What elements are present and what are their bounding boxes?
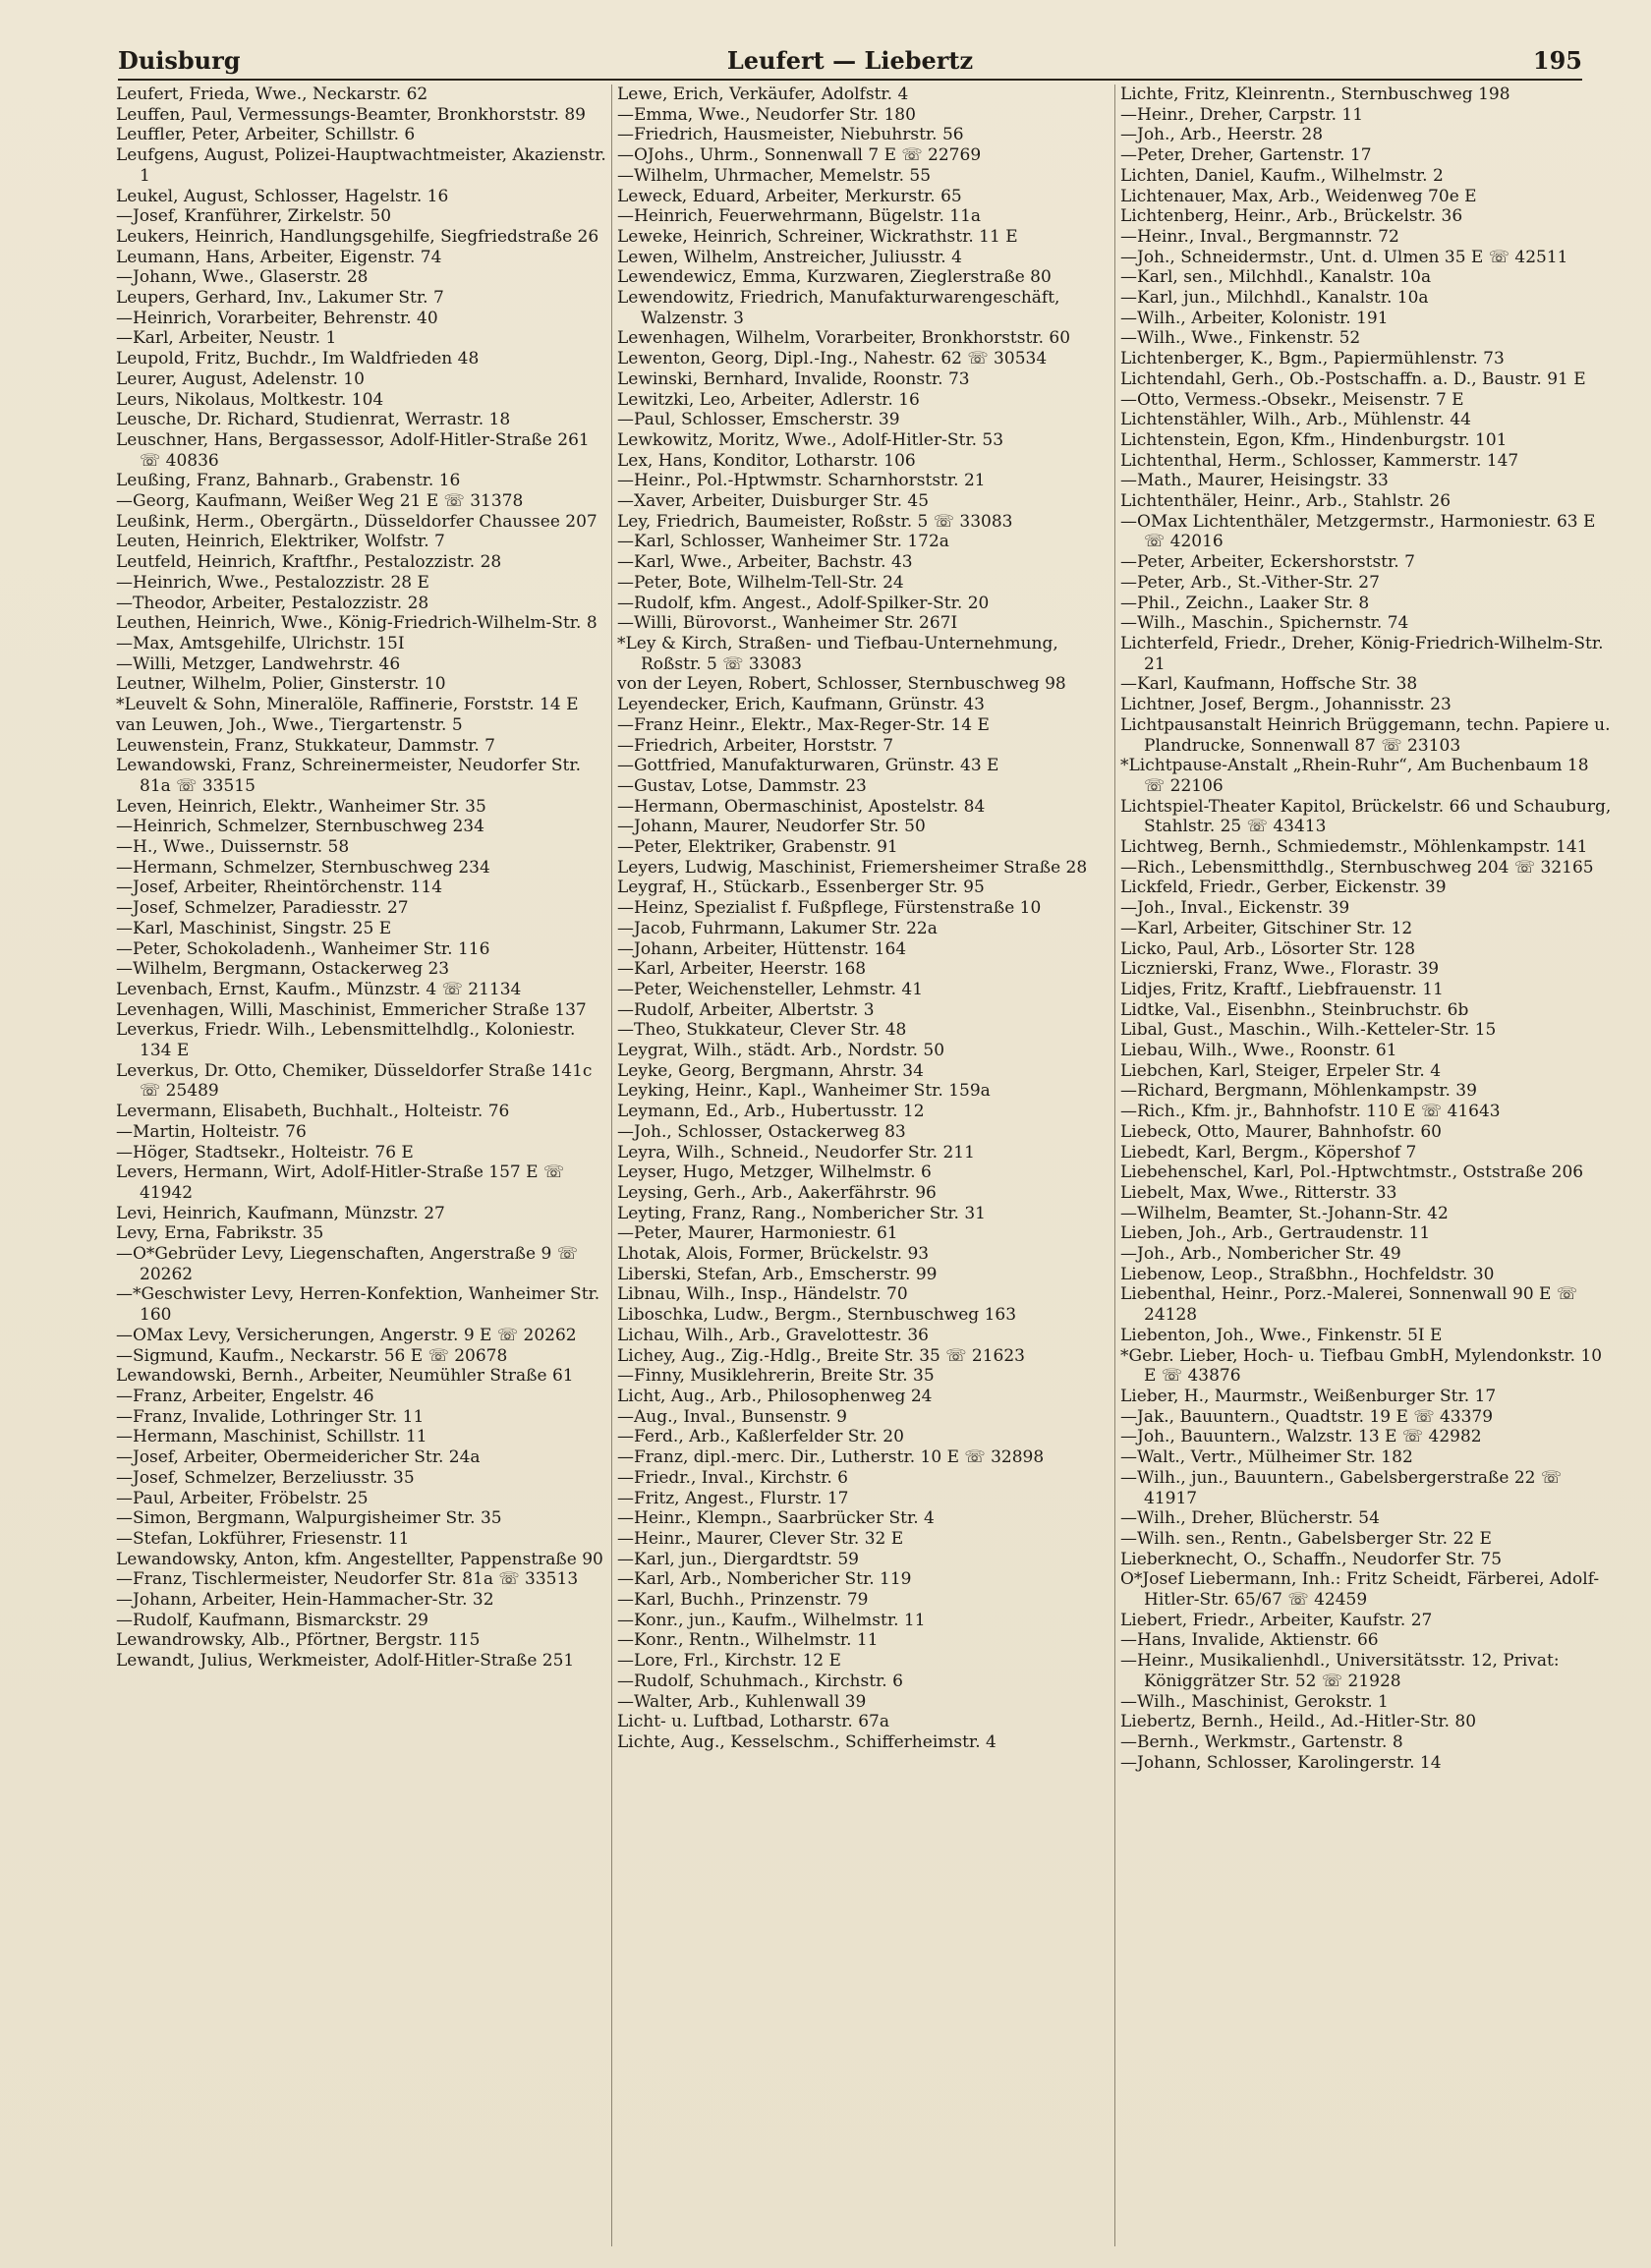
header-city: Duisburg: [118, 46, 241, 75]
directory-entry: —Phil., Zeichn., Laaker Str. 8: [1120, 593, 1370, 613]
directory-entry: —Lore, Frl., Kirchstr. 12 E: [617, 1651, 841, 1672]
directory-entry: Leukel, August, Schlosser, Hagelstr. 16: [116, 186, 449, 206]
directory-entry: —Jacob, Fuhrmann, Lakumer Str. 22a: [617, 918, 938, 938]
directory-entry: —Jak., Bauuntern., Quadtstr. 19 E ☏ 43379: [1120, 1406, 1494, 1427]
directory-entry: —Xaver, Arbeiter, Duisburger Str. 45: [617, 491, 930, 512]
directory-entry: —Heinrich, Feuerwehrmann, Bügelstr. 11a: [617, 206, 982, 227]
directory-entry: Leupold, Fritz, Buchdr., Im Waldfrieden 48: [116, 349, 480, 369]
directory-entry: —Theo, Stukkateur, Clever Str. 48: [617, 1020, 907, 1041]
directory-entry: —Hans, Invalide, Aktienstr. 66: [1120, 1630, 1379, 1651]
directory-entry: Liebert, Friedr., Arbeiter, Kaufstr. 27: [1120, 1610, 1433, 1630]
directory-entry: Lewenhagen, Wilhelm, Vorarbeiter, Bronkhorststr. 60: [617, 328, 1071, 349]
directory-entry: —Joh., Schneidermstr., Unt. d. Ulmen 35 E ☏ 42511: [1120, 247, 1568, 267]
directory-entry: Leuten, Heinrich, Elektriker, Wolfstr. 7: [116, 532, 445, 552]
directory-entry: —Johann, Schlosser, Karolingerstr. 14: [1120, 1752, 1442, 1773]
directory-entry: Lichtenstähler, Wilh., Arb., Mühlenstr. 44: [1120, 410, 1471, 430]
directory-entry: O*Josef Liebermann, Inh.: Fritz Scheidt, Färberei, Adolf-Hitler-Str. 65/67 ☏ 42459: [1120, 1569, 1600, 1611]
directory-entry: —Konr., Rentn., Wilhelmstr. 11: [617, 1630, 879, 1651]
directory-entry: —H., Wwe., Duissernstr. 58: [116, 837, 350, 858]
directory-entry: —Walter, Arb., Kuhlenwall 39: [617, 1691, 867, 1712]
directory-entry: Liebelt, Max, Wwe., Ritterstr. 33: [1120, 1182, 1397, 1203]
directory-entry: —Hermann, Obermaschinist, Apostelstr. 84: [617, 796, 986, 817]
directory-entry: —Johann, Arbeiter, Hüttenstr. 164: [617, 938, 907, 959]
directory-entry: Licht- u. Luftbad, Lotharstr. 67a: [617, 1712, 889, 1732]
directory-entry: —Rich., Lebensmitthdlg., Sternbuschweg 204 ☏ 32165: [1120, 857, 1594, 878]
directory-entry: Lichtspiel-Theater Kapitol, Brückelstr. 66 und Schauburg, Stahlstr. 25 ☏ 43413: [1120, 796, 1612, 837]
directory-entry: —Heinr., Pol.-Hptwmstr. Scharnhorststr. 21: [617, 471, 986, 491]
directory-entry: Lichte, Fritz, Kleinrentn., Sternbuschweg 198: [1120, 85, 1510, 104]
directory-entry: Lex, Hans, Konditor, Lotharstr. 106: [617, 450, 916, 471]
directory-entry: Liebedt, Karl, Bergm., Köpershof 7: [1120, 1142, 1417, 1162]
directory-entry: —OMax Levy, Versicherungen, Angerstr. 9 E ☏ 20262: [116, 1325, 577, 1345]
directory-entry: —Karl, sen., Milchhdl., Kanalstr. 10a: [1120, 267, 1432, 288]
column-2: [617, 85, 1109, 2246]
directory-entry: Lichtenberger, K., Bgm., Papiermühlenstr. 73: [1120, 349, 1505, 369]
directory-entry: —Franz, Tischlermeister, Neudorfer Str. 81a ☏ 33513: [116, 1569, 579, 1590]
directory-entry: *Ley & Kirch, Straßen- und Tiefbau-Unternehmung, Roßstr. 5 ☏ 33083: [617, 633, 1058, 674]
directory-entry: —Wilh., Arbeiter, Kolonistr. 191: [1120, 308, 1389, 328]
directory-entry: —Rudolf, Schuhmach., Kirchstr. 6: [617, 1671, 903, 1691]
directory-entry: —Bernh., Werkmstr., Gartenstr. 8: [1120, 1731, 1403, 1752]
directory-entry: Leutner, Wilhelm, Polier, Ginsterstr. 10: [116, 674, 446, 695]
directory-entry: —Heinr., Dreher, Carpstr. 11: [1120, 104, 1364, 125]
directory-entry: Leverkus, Dr. Otto, Chemiker, Düsseldorfer Straße 141c ☏ 25489: [116, 1060, 593, 1102]
directory-entry: —Joh., Bauuntern., Walzstr. 13 E ☏ 42982: [1120, 1427, 1482, 1447]
directory-entry: Liebeck, Otto, Maurer, Bahnhofstr. 60: [1120, 1121, 1443, 1142]
directory-entry: —Wilh., Wwe., Finkenstr. 52: [1120, 328, 1361, 349]
directory-entry: Licznierski, Franz, Wwe., Florastr. 39: [1120, 959, 1440, 980]
directory-entry: —Karl, Kaufmann, Hoffsche Str. 38: [1120, 674, 1418, 695]
column-1: [116, 85, 607, 2246]
directory-entry: Leymann, Ed., Arb., Hubertusstr. 12: [617, 1102, 925, 1122]
directory-entry: Levenhagen, Willi, Maschinist, Emmericher Straße 137: [116, 999, 587, 1020]
column-3: [1120, 85, 1612, 2246]
directory-entry: —Willi, Metzger, Landwehrstr. 46: [116, 653, 401, 674]
directory-entry: Liebertz, Bernh., Heild., Ad.-Hitler-Str. 80: [1120, 1712, 1477, 1732]
directory-entry: Levi, Heinrich, Kaufmann, Münzstr. 27: [116, 1203, 445, 1223]
directory-entry: —Heinz, Spezialist f. Fußpflege, Fürstenstraße 10: [617, 898, 1042, 919]
directory-entry: Leumann, Hans, Arbeiter, Eigenstr. 74: [116, 247, 442, 267]
directory-entry: Leufgens, August, Polizei-Hauptwachtmeister, Akazienstr. 1: [116, 145, 606, 186]
directory-entry: —Peter, Dreher, Gartenstr. 17: [1120, 145, 1372, 166]
directory-entry: —Peter, Schokoladenh., Wanheimer Str. 116: [116, 938, 490, 959]
directory-entry: —Wilh., Dreher, Blücherstr. 54: [1120, 1508, 1380, 1529]
directory-entry: —Friedr., Inval., Kirchstr. 6: [617, 1467, 848, 1488]
directory-entry: —Math., Maurer, Heisingstr. 33: [1120, 471, 1389, 491]
page-header: [118, 39, 1582, 81]
directory-entry: —Karl, Arbeiter, Heerstr. 168: [617, 959, 867, 980]
directory-entry: *Lichtpause-Anstalt „Rhein-Ruhr“, Am Buchenbaum 18 ☏ 22106: [1120, 756, 1589, 796]
directory-entry: Liboschka, Ludw., Bergm., Sternbuschweg 163: [617, 1305, 1017, 1326]
directory-entry: —Sigmund, Kaufm., Neckarstr. 56 E ☏ 20678: [116, 1345, 508, 1366]
directory-entry: —Peter, Elektriker, Grabenstr. 91: [617, 837, 898, 858]
directory-entry: —Franz, Arbeiter, Engelstr. 46: [116, 1387, 374, 1406]
directory-entry: —Wilhelm, Bergmann, Ostackerweg 23: [116, 959, 450, 980]
directory-entry: Lieber, H., Maurmstr., Weißenburger Str. 17: [1120, 1387, 1497, 1406]
directory-entry: —Karl, Schlosser, Wanheimer Str. 172a: [617, 532, 949, 552]
directory-entry: Leysing, Gerh., Arb., Aakerfährstr. 96: [617, 1182, 937, 1203]
directory-entry: —Martin, Holteistr. 76: [116, 1121, 307, 1142]
directory-entry: Leyendecker, Erich, Kaufmann, Grünstr. 43: [617, 695, 985, 715]
directory-entry: Lewe, Erich, Verkäufer, Adolfstr. 4: [617, 85, 909, 104]
directory-entry: —Karl, Arbeiter, Neustr. 1: [116, 328, 337, 349]
directory-entry: —Friedrich, Arbeiter, Horststr. 7: [617, 735, 894, 756]
directory-entry: —Johann, Maurer, Neudorfer Str. 50: [617, 817, 926, 837]
directory-entry: —Heinr., Klempn., Saarbrücker Str. 4: [617, 1508, 935, 1529]
directory-entry: —Heinr., Inval., Bergmannstr. 72: [1120, 226, 1399, 247]
directory-entry: Lichtpausanstalt Heinrich Brüggemann, techn. Papiere u. Plandrucke, Sonnenwall 87 ☏ 23103: [1120, 714, 1611, 756]
directory-entry: Lewinski, Bernhard, Invalide, Roonstr. 73: [617, 369, 970, 389]
directory-entry: Lieben, Joh., Arb., Gertraudenstr. 11: [1120, 1223, 1431, 1244]
directory-entry: Lidjes, Fritz, Kraftf., Liebfrauenstr. 11: [1120, 979, 1444, 999]
directory-entry: —Höger, Stadtsekr., Holteistr. 76 E: [116, 1142, 414, 1162]
directory-entry: —Georg, Kaufmann, Weißer Weg 21 E ☏ 31378: [116, 491, 524, 512]
directory-entry: Leuwenstein, Franz, Stukkateur, Dammstr. 7: [116, 735, 495, 756]
directory-entry: —Peter, Arb., St.-Vither-Str. 27: [1120, 572, 1380, 593]
directory-entry: —Karl, jun., Diergardtstr. 59: [617, 1549, 859, 1569]
directory-entry: Leygrat, Wilh., städt. Arb., Nordstr. 50: [617, 1041, 945, 1061]
directory-entry: Leußing, Franz, Bahnarb., Grabenstr. 16: [116, 471, 461, 491]
directory-entry: —Walt., Vertr., Mülheimer Str. 182: [1120, 1447, 1413, 1468]
directory-entry: —Josef, Schmelzer, Paradiesstr. 27: [116, 898, 409, 919]
directory-entry: Lewenton, Georg, Dipl.-Ing., Nahestr. 62 ☏ 30534: [617, 349, 1048, 369]
directory-entry: —Joh., Arb., Nombericher Str. 49: [1120, 1244, 1401, 1265]
directory-entry: —Gottfried, Manufakturwaren, Grünstr. 43 E: [617, 756, 999, 776]
directory-entry: —Joh., Schlosser, Ostackerweg 83: [617, 1121, 906, 1142]
directory-entry: —Fritz, Angest., Flurstr. 17: [617, 1488, 849, 1508]
directory-entry: —Wilh., Maschin., Spichernstr. 74: [1120, 613, 1409, 634]
directory-entry: Lewen, Wilhelm, Anstreicher, Juliusstr. 4: [617, 247, 962, 267]
directory-entry: —Stefan, Lokführer, Friesenstr. 11: [116, 1528, 410, 1549]
directory-entry: Lichtenthäler, Heinr., Arb., Stahlstr. 26: [1120, 491, 1452, 512]
directory-entry: —Paul, Arbeiter, Fröbelstr. 25: [116, 1488, 369, 1508]
directory-entry: Lichtenstein, Egon, Kfm., Hindenburgstr. 101: [1120, 429, 1508, 450]
directory-entry: —Wilh., jun., Bauuntern., Gabelsbergerstraße 22 ☏ 41917: [1120, 1467, 1563, 1508]
directory-entry: —Heinr., Maurer, Clever Str. 32 E: [617, 1528, 904, 1549]
directory-entry: Levermann, Elisabeth, Buchhalt., Holteistr. 76: [116, 1102, 510, 1122]
directory-entry: Libnau, Wilh., Insp., Händelstr. 70: [617, 1284, 908, 1305]
directory-entry: Lichte, Aug., Kesselschm., Schifferheimstr. 4: [617, 1731, 996, 1752]
directory-entry: —Karl, Arb., Nombericher Str. 119: [617, 1569, 912, 1590]
directory-entry: —Josef, Arbeiter, Rheintörchenstr. 114: [116, 878, 443, 898]
directory-entry: —Joh., Inval., Eickenstr. 39: [1120, 898, 1350, 919]
directory-entry: Leutfeld, Heinrich, Kraftfhr., Pestalozzistr. 28: [116, 552, 502, 573]
directory-entry: Liberski, Stefan, Arb., Emscherstr. 99: [617, 1264, 938, 1284]
header-entry-range: Leufert — Liebertz: [726, 46, 974, 75]
directory-entry: van Leuwen, Joh., Wwe., Tiergartenstr. 5: [116, 714, 463, 735]
directory-entry: Levers, Hermann, Wirt, Adolf-Hitler-Straße 157 E ☏ 41942: [116, 1162, 565, 1203]
directory-entry: Leufert, Frieda, Wwe., Neckarstr. 62: [116, 85, 428, 104]
directory-entry: Lichau, Wilh., Arb., Gravelottestr. 36: [617, 1325, 929, 1345]
directory-entry: —Heinrich, Wwe., Pestalozzistr. 28 E: [116, 572, 429, 593]
directory-entry: Leukers, Heinrich, Handlungsgehilfe, Siegfriedstraße 26: [116, 226, 599, 247]
directory-entry: —Wilhelm, Uhrmacher, Memelstr. 55: [617, 165, 932, 186]
directory-entry: Licko, Paul, Arb., Lösorter Str. 128: [1120, 938, 1416, 959]
directory-entry: —Gustav, Lotse, Dammstr. 23: [617, 775, 867, 796]
directory-entry: Lichten, Daniel, Kaufm., Wilhelmstr. 2: [1120, 165, 1444, 186]
directory-entry: —Emma, Wwe., Neudorfer Str. 180: [617, 104, 916, 125]
directory-entry: —Rich., Kfm. jr., Bahnhofstr. 110 E ☏ 41643: [1120, 1102, 1501, 1122]
directory-entry: —Franz, Invalide, Lothringer Str. 11: [116, 1406, 425, 1427]
directory-entry: Lewitzki, Leo, Arbeiter, Adlerstr. 16: [617, 389, 920, 410]
directory-entry: —Friedrich, Hausmeister, Niebuhrstr. 56: [617, 125, 964, 145]
directory-entry: —Joh., Arb., Heerstr. 28: [1120, 125, 1324, 145]
directory-entry: —Hermann, Schmelzer, Sternbuschweg 234: [116, 857, 490, 878]
directory-entry: Leurer, August, Adelenstr. 10: [116, 369, 365, 389]
directory-entry: Leyke, Georg, Bergmann, Ahrstr. 34: [617, 1060, 924, 1081]
directory-entry: Lichtendahl, Gerh., Ob.-Postschaffn. a. D., Baustr. 91 E: [1120, 369, 1586, 389]
directory-entry: Lieberknecht, O., Schaffn., Neudorfer Str. 75: [1120, 1549, 1503, 1569]
directory-entry: —Peter, Arbeiter, Eckershorststr. 7: [1120, 552, 1415, 573]
directory-entry: Lewendowitz, Friedrich, Manufakturwarengeschäft, Walzenstr. 3: [617, 288, 1060, 328]
directory-entry: —Wilh. sen., Rentn., Gabelsberger Str. 22 E: [1120, 1528, 1492, 1549]
directory-entry: Leyking, Heinr., Kapl., Wanheimer Str. 159a: [617, 1081, 991, 1102]
directory-entry: Leweke, Heinrich, Schreiner, Wickrathstr. 11 E: [617, 226, 1018, 247]
directory-entry: Licht, Aug., Arb., Philosophenweg 24: [617, 1387, 933, 1406]
directory-entry: —Johann, Arbeiter, Hein-Hammacher-Str. 32: [116, 1590, 494, 1611]
directory-entry: —Rudolf, kfm. Angest., Adolf-Spilker-Str. 20: [617, 593, 990, 613]
directory-entry: Leweck, Eduard, Arbeiter, Merkurstr. 65: [617, 186, 962, 206]
directory-entry: —Hermann, Maschinist, Schillstr. 11: [116, 1427, 427, 1447]
directory-entry: —Peter, Weichensteller, Lehmstr. 41: [617, 979, 924, 999]
directory-entry: —*Geschwister Levy, Herren-Konfektion, Wanheimer Str. 160: [116, 1284, 600, 1326]
directory-entry: Lichtner, Josef, Bergm., Johannisstr. 23: [1120, 695, 1452, 715]
directory-entry: Leuthen, Heinrich, Wwe., König-Friedrich-Wilhelm-Str. 8: [116, 613, 598, 634]
directory-entry: Leyers, Ludwig, Maschinist, Friemersheimer Straße 28: [617, 857, 1088, 878]
directory-entry: Liebenton, Joh., Wwe., Finkenstr. 5I E: [1120, 1325, 1443, 1345]
directory-entry: Lichtenauer, Max, Arb., Weidenweg 70e E: [1120, 186, 1477, 206]
directory-entry: —Franz, dipl.-merc. Dir., Lutherstr. 10 E ☏ 32898: [617, 1447, 1045, 1468]
directory-entry: —Peter, Bote, Wilhelm-Tell-Str. 24: [617, 572, 904, 593]
directory-entry: —Johann, Wwe., Glaserstr. 28: [116, 267, 369, 288]
directory-entry: Leven, Heinrich, Elektr., Wanheimer Str. 35: [116, 796, 486, 817]
directory-entry: *Leuvelt & Sohn, Mineralöle, Raffinerie, Forststr. 14 E: [116, 695, 579, 715]
directory-entry: —Paul, Schlosser, Emscherstr. 39: [617, 410, 900, 430]
directory-entry: Libal, Gust., Maschin., Wilh.-Ketteler-Str. 15: [1120, 1020, 1497, 1041]
directory-entry: Lewendewicz, Emma, Kurzwaren, Zieglerstraße 80: [617, 267, 1052, 288]
directory-entry: Lichtweg, Bernh., Schmiedemstr., Möhlenkampstr. 141: [1120, 837, 1588, 858]
directory-entry: —Peter, Maurer, Harmoniestr. 61: [617, 1223, 898, 1244]
directory-entry: Leyra, Wilh., Schneid., Neudorfer Str. 211: [617, 1142, 975, 1162]
directory-entry: Leverkus, Friedr. Wilh., Lebensmittelhdlg., Koloniestr. 134 E: [116, 1020, 576, 1061]
directory-entry: —Ferd., Arb., Kaßlerfelder Str. 20: [617, 1427, 904, 1447]
directory-entry: Leupers, Gerhard, Inv., Lakumer Str. 7: [116, 288, 444, 309]
directory-entry: —Wilhelm, Beamter, St.-Johann-Str. 42: [1120, 1203, 1449, 1223]
directory-entry: Lewkowitz, Moritz, Wwe., Adolf-Hitler-Str. 53: [617, 429, 1004, 450]
directory-entry: —Karl, jun., Milchhdl., Kanalstr. 10a: [1120, 288, 1429, 309]
column-divider-2: [1114, 85, 1115, 2246]
directory-entry: Leuschner, Hans, Bergassessor, Adolf-Hitler-Straße 261 ☏ 40836: [116, 429, 590, 471]
directory-entry: Leuffler, Peter, Arbeiter, Schillstr. 6: [116, 125, 416, 145]
directory-entry: Liebehenschel, Karl, Pol.-Hptwchtmstr., Oststraße 206: [1120, 1162, 1584, 1183]
directory-entry: —Heinr., Musikalienhdl., Universitätsstr. 12, Privat: Königgrätzer Str. 52 ☏ 21928: [1120, 1651, 1560, 1691]
directory-entry: —Aug., Inval., Bunsenstr. 9: [617, 1406, 847, 1427]
directory-entry: —O*Gebrüder Levy, Liegenschaften, Angerstraße 9 ☏ 20262: [116, 1244, 578, 1284]
directory-entry: —Karl, Wwe., Arbeiter, Bachstr. 43: [617, 552, 913, 573]
directory-entry: von der Leyen, Robert, Schlosser, Sternbuschweg 98: [617, 674, 1066, 695]
directory-entry: —Simon, Bergmann, Walpurgisheimer Str. 35: [116, 1508, 502, 1529]
directory-entry: —Franz Heinr., Elektr., Max-Reger-Str. 14 E: [617, 714, 990, 735]
directory-entry: Leyting, Franz, Rang., Nombericher Str. 31: [617, 1203, 986, 1223]
directory-entry: Leußink, Herm., Obergärtn., Düsseldorfer Chaussee 207: [116, 511, 598, 532]
directory-entry: Leurs, Nikolaus, Moltkestr. 104: [116, 389, 384, 410]
directory-entry: —Josef, Arbeiter, Obermeidericher Str. 24a: [116, 1447, 481, 1468]
column-divider-1: [611, 85, 612, 2246]
directory-entry: Liebenow, Leop., Straßbhn., Hochfeldstr. 30: [1120, 1264, 1495, 1284]
directory-entry: —Konr., jun., Kaufm., Wilhelmstr. 11: [617, 1610, 926, 1630]
directory-entry: —Karl, Maschinist, Singstr. 25 E: [116, 918, 392, 938]
directory-entry: *Gebr. Lieber, Hoch- u. Tiefbau GmbH, Mylendonkstr. 10 E ☏ 43876: [1120, 1345, 1603, 1387]
directory-entry: Lichey, Aug., Zig.-Hdlg., Breite Str. 35 ☏ 21623: [617, 1345, 1025, 1366]
directory-entry: Liebchen, Karl, Steiger, Erpeler Str. 4: [1120, 1060, 1442, 1081]
directory-entry: —Josef, Schmelzer, Berzeliusstr. 35: [116, 1467, 415, 1488]
directory-entry: —OJohs., Uhrm., Sonnenwall 7 E ☏ 22769: [617, 145, 982, 166]
directory-entry: —Theodor, Arbeiter, Pestalozzistr. 28: [116, 593, 429, 613]
directory-entry: Lewandowski, Franz, Schreinermeister, Neudorfer Str. 81a ☏ 33515: [116, 756, 582, 796]
directory-entry: Levenbach, Ernst, Kaufm., Münzstr. 4 ☏ 21134: [116, 979, 522, 999]
directory-entry: —Heinrich, Vorarbeiter, Behrenstr. 40: [116, 308, 438, 328]
directory-entry: —Willi, Bürovorst., Wanheimer Str. 267I: [617, 613, 958, 634]
directory-entry: Lewandt, Julius, Werkmeister, Adolf-Hitler-Straße 251: [116, 1651, 575, 1672]
directory-entry: Leuffen, Paul, Vermessungs-Beamter, Bronkhorststr. 89: [116, 104, 586, 125]
directory-entry: Leusche, Dr. Richard, Studienrat, Werrastr. 18: [116, 410, 511, 430]
directory-entry: Leyser, Hugo, Metzger, Wilhelmstr. 6: [617, 1162, 932, 1183]
directory-entry: —Richard, Bergmann, Möhlenkampstr. 39: [1120, 1081, 1477, 1102]
directory-entry: —OMax Lichtenthäler, Metzgermstr., Harmoniestr. 63 E ☏ 42016: [1120, 511, 1596, 552]
directory-entry: Liebau, Wilh., Wwe., Roonstr. 61: [1120, 1041, 1397, 1061]
directory-entry: Lichterfeld, Friedr., Dreher, König-Friedrich-Wilhelm-Str. 21: [1120, 633, 1604, 674]
directory-entry: Lichtenberg, Heinr., Arb., Brückelstr. 36: [1120, 206, 1463, 227]
directory-entry: —Karl, Buchh., Prinzenstr. 79: [617, 1590, 869, 1611]
directory-entry: —Rudolf, Kaufmann, Bismarckstr. 29: [116, 1610, 428, 1630]
directory-entry: Ley, Friedrich, Baumeister, Roßstr. 5 ☏ 33083: [617, 511, 1013, 532]
directory-entry: Lewandrowsky, Alb., Pförtner, Bergstr. 115: [116, 1630, 481, 1651]
directory-entry: Leygraf, H., Stückarb., Essenberger Str. 95: [617, 878, 985, 898]
directory-entry: Levy, Erna, Fabrikstr. 35: [116, 1223, 324, 1244]
directory-entry: —Max, Amtsgehilfe, Ulrichstr. 15I: [116, 633, 405, 653]
directory-entry: Lewandowski, Bernh., Arbeiter, Neumühler Straße 61: [116, 1366, 574, 1387]
directory-entry: Liebenthal, Heinr., Porz.-Malerei, Sonnenwall 90 E ☏ 24128: [1120, 1284, 1578, 1326]
directory-entry: Lidtke, Val., Eisenbhn., Steinbruchstr. 6b: [1120, 999, 1469, 1020]
directory-entry: Lichtenthal, Herm., Schlosser, Kammerstr. 147: [1120, 450, 1519, 471]
directory-entry: —Wilh., Maschinist, Gerokstr. 1: [1120, 1691, 1389, 1712]
directory-entry: —Finny, Musiklehrerin, Breite Str. 35: [617, 1366, 935, 1387]
directory-entry: Lickfeld, Friedr., Gerber, Eickenstr. 39: [1120, 878, 1447, 898]
directory-entry: —Josef, Kranführer, Zirkelstr. 50: [116, 206, 392, 227]
directory-entry: —Karl, Arbeiter, Gitschiner Str. 12: [1120, 918, 1413, 938]
page-number: 195: [1532, 46, 1582, 75]
directory-entry: Lhotak, Alois, Former, Brückelstr. 93: [617, 1244, 930, 1265]
directory-entry: Lewandowsky, Anton, kfm. Angestellter, Pappenstraße 90: [116, 1549, 603, 1569]
directory-entry: —Otto, Vermess.-Obsekr., Meisenstr. 7 E: [1120, 389, 1464, 410]
directory-entry: —Rudolf, Arbeiter, Albertstr. 3: [617, 999, 875, 1020]
directory-entry: —Heinrich, Schmelzer, Sternbuschweg 234: [116, 817, 484, 837]
